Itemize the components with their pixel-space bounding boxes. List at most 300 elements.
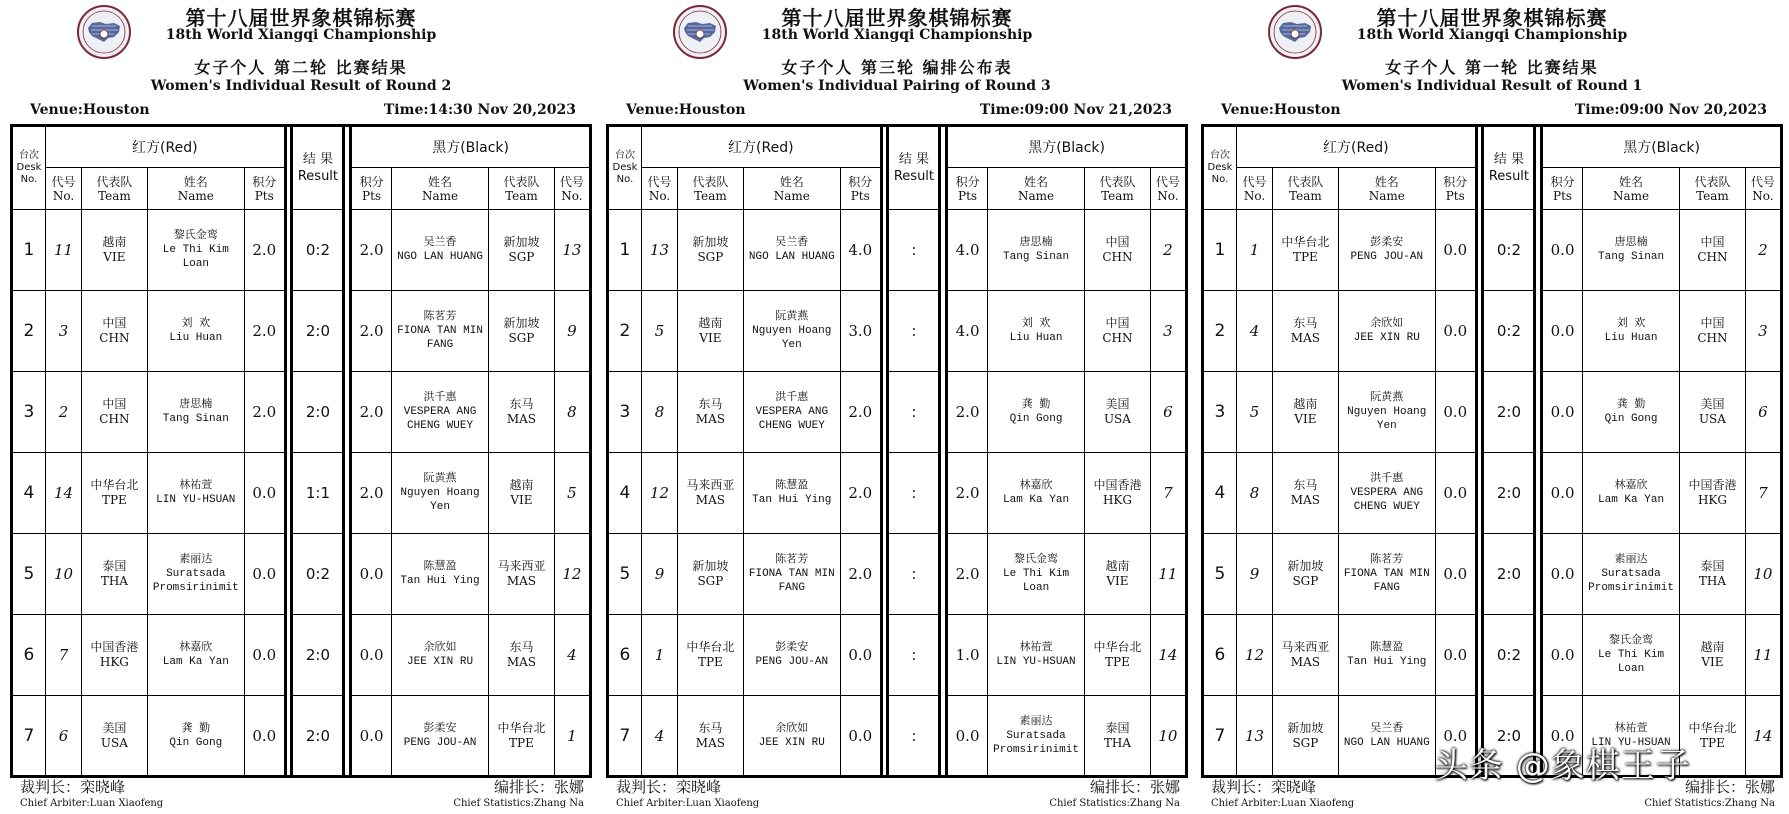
red-pts-header [840,168,881,210]
black-name-en: Tang Sinan [1003,251,1070,263]
black-name-header [1582,168,1679,210]
black-team [489,615,555,696]
result-header-en: Result [1488,169,1530,184]
black-team-en: SGP [508,250,535,264]
gap-cell [1476,372,1483,453]
red-name-cn: 阮黄燕 [1370,392,1404,404]
black-player-no: 11 [1745,615,1781,696]
black-player-no: 14 [1745,696,1781,777]
red-team-cn: 新加坡 [692,235,729,249]
red-team-cn: 越南 [102,235,127,249]
red-team-header-cn: 代表队 [96,174,133,189]
red-player-no: 12 [641,453,677,534]
red-name-en: PENG JOU-AN [1350,251,1424,263]
red-points: 0.0 [244,696,285,777]
red-points: 0.0 [1435,210,1476,291]
black-pts-header [947,168,988,210]
red-team-cn: 东马 [1293,316,1318,330]
gap-cell [344,453,351,534]
gap-cell [344,696,351,777]
black-name-cn: 刘 欢 [1021,318,1051,330]
gap-cell [881,372,888,453]
red-points: 2.0 [840,534,881,615]
watermark-text: 头条 @象棋王子 [1434,746,1691,786]
red-player-no: 4 [641,696,677,777]
chief-arbiter-cn: 裁判长：栾晓峰 [20,778,126,796]
black-name-en: LIN YU-HSUAN [1591,736,1671,749]
gap-cell [1476,210,1483,291]
black-player-no: 2 [1150,210,1186,291]
red-name-cn: 彭柔安 [1370,237,1404,249]
red-name-en: NGO LAN HUANG [1343,736,1430,749]
gap-cell [1476,453,1483,534]
black-points: 0.0 [1542,615,1583,696]
gap-cell [881,453,888,534]
gap-cell [881,615,888,696]
table-row [12,453,591,534]
chief-arbiter-en: Chief Arbiter:Luan Xiaofeng [616,798,760,809]
red-name-en: Qin Gong [169,736,223,749]
red-team-en: VIE [699,331,722,345]
red-name-en: LIN YU-HSUAN [156,494,236,506]
black-points: 0.0 [947,696,988,777]
red-pts-header-en: Pts [1445,188,1465,203]
red-team-en: MAS [695,412,725,426]
game-result: 2:0 [1483,453,1535,534]
black-team-cn: 马来西亚 [497,559,546,573]
black-name-en: Lam Ka Yan [1003,494,1070,506]
red-points: 2.0 [840,453,881,534]
black-player-no: 13 [554,210,590,291]
red-player-name [1338,291,1435,372]
black-points: 2.0 [947,372,988,453]
red-team [678,210,744,291]
red-player-name [147,291,244,372]
black-player-no: 11 [1150,534,1186,615]
black-team [1085,291,1151,372]
black-team [1085,372,1151,453]
black-name-cn: 黎氏金鸾 [1014,554,1059,566]
pairing-table [606,124,1188,778]
black-team [1680,372,1746,453]
black-points: 0.0 [1542,291,1583,372]
desk-number: 2 [12,291,46,372]
black-pts-header-cn: 积分 [359,174,384,189]
black-name-en: Liu Huan [1009,332,1063,344]
red-name-en: Le Thi Kim Loan [162,244,229,270]
red-team-en: CHN [99,331,130,345]
gap-cell [1535,210,1542,291]
red-no-header-cn: 代号 [647,174,672,189]
black-team-en: VIE [510,493,533,507]
red-player-name [743,534,840,615]
black-points: 0.0 [1542,210,1583,291]
gap-cell [881,210,888,291]
black-player-name [391,534,488,615]
red-name-cn: 龚 勤 [181,722,211,735]
game-result: : [888,291,940,372]
black-player-name [391,615,488,696]
black-player-name [987,372,1084,453]
black-header: 黑方(Black) [1542,126,1782,168]
red-player-no: 8 [1236,453,1272,534]
black-team-en: THA [1698,574,1727,588]
red-name-en: NGO LAN HUANG [748,251,835,263]
table-row [608,696,1187,777]
desk-header [1203,126,1237,210]
gap-cell [285,453,292,534]
pairing-table [10,124,592,778]
red-team-cn: 泰国 [102,559,127,573]
black-team [1680,210,1746,291]
black-name-en: Le Thi Kim Loan [1598,649,1665,675]
red-team [678,534,744,615]
red-team [1273,696,1339,777]
red-team-en: SGP [1292,574,1319,588]
red-name-cn: 素丽达 [179,554,213,566]
red-name-en: Liu Huan [169,332,223,344]
desk-header-cn: 台次 [614,150,635,161]
desk-number: 3 [12,372,46,453]
black-no-header-cn: 代号 [559,174,584,189]
red-points: 2.0 [244,210,285,291]
black-player-no: 9 [554,291,590,372]
subtitle-en: Women's Individual Result of Round 1 [1341,78,1643,94]
red-player-name [743,615,840,696]
red-name-en: VESPERA ANG CHENG WUEY [755,406,829,432]
black-team [1680,534,1746,615]
title-cn: 第十八届世界象棋锦标赛 [185,6,417,30]
red-player-no: 14 [45,453,81,534]
gap-cell [1535,291,1542,372]
red-points: 0.0 [1435,534,1476,615]
black-player-no: 10 [1745,534,1781,615]
black-team-cn: 中国香港 [1093,478,1142,492]
black-player-name [391,372,488,453]
red-team-en: MAS [1290,331,1320,345]
desk-number: 6 [12,615,46,696]
black-name-cn: 龚 勤 [1021,399,1051,411]
red-name-en: Nguyen Hoang Yen [752,325,832,351]
black-points: 0.0 [351,696,392,777]
gap-cell [285,615,292,696]
red-name-en: FIONA TAN MIN FANG [1343,568,1430,594]
black-points: 4.0 [947,291,988,372]
red-no-header-en: No. [52,188,75,203]
black-header: 黑方(Black) [351,126,591,168]
red-team-cn: 中国香港 [90,640,139,654]
gap-cell [940,372,947,453]
table-row [12,210,591,291]
desk-header [608,126,642,210]
gap-cell [1476,126,1483,210]
table-row [1203,615,1782,696]
black-points: 2.0 [947,534,988,615]
table-row [12,696,591,777]
black-team-header-en: Team [1696,188,1729,203]
black-team-header-cn: 代表队 [503,174,540,189]
black-player-no: 5 [554,453,590,534]
black-pts-header-cn: 积分 [955,174,980,189]
red-player-no: 1 [641,615,677,696]
red-team-en: TPE [101,493,127,507]
gap-cell [881,291,888,372]
red-team-cn: 越南 [1293,397,1318,411]
red-name-cn: 唐思楠 [179,399,213,411]
black-name-en: FIONA TAN MIN FANG [397,325,483,351]
desk-number: 7 [12,696,46,777]
red-team-en: MAS [695,735,725,750]
desk-number: 3 [608,372,642,453]
red-team-cn: 新加坡 [692,559,729,573]
red-name-en: Nguyen Hoang Yen [1347,406,1427,432]
black-name-cn: 林嘉欣 [1614,480,1648,492]
gap-cell [881,696,888,777]
desk-number: 2 [1203,291,1237,372]
venue-label: Venue:Houston [626,102,746,118]
result-header-cn: 结 果 [1493,152,1524,167]
red-name-en: JEE XIN RU [758,736,825,749]
red-team-en: MAS [1290,655,1320,669]
game-result: : [888,453,940,534]
black-player-no: 7 [1745,453,1781,534]
title-en: 18th World Xiangqi Championship [165,27,437,43]
black-points: 4.0 [947,210,988,291]
desk-number: 1 [608,210,642,291]
red-team-cn: 东马 [698,397,723,411]
red-no-header-cn: 代号 [1242,174,1267,189]
black-team-header-cn: 代表队 [1099,174,1136,189]
desk-header-no: No. [616,174,634,185]
red-team [82,372,148,453]
black-team-en: MAS [506,574,537,588]
red-name-cn: 余欣如 [1370,318,1404,330]
black-no-header [1745,168,1781,210]
black-team-en: MAS [506,412,537,426]
red-player-name [1338,696,1435,777]
black-name-en: Suratsada Promsirinimit [993,729,1079,756]
red-team-cn: 马来西亚 [1281,640,1330,654]
red-points: 3.0 [840,291,881,372]
table-row [608,372,1187,453]
red-name-en: FIONA TAN MIN FANG [748,568,835,594]
red-team-header [82,168,148,210]
black-team [1085,453,1151,534]
chief-arbiter-en: Chief Arbiter:Luan Xiaofeng [1211,798,1355,809]
desk-number: 6 [608,615,642,696]
gap-cell [940,534,947,615]
chief-arbiter-cn: 裁判长：栾晓峰 [616,778,722,796]
gap-cell [344,372,351,453]
red-player-no: 5 [1236,372,1272,453]
game-result: : [888,372,940,453]
sheet-header [8,0,594,122]
black-player-no: 14 [1150,615,1186,696]
red-name-header-en: Name [773,188,810,203]
sheet-header [1199,0,1785,122]
black-team-cn: 中华台北 [1093,640,1142,654]
red-points: 0.0 [1435,615,1476,696]
desk-header-no: No. [20,174,38,185]
red-team-cn: 东马 [698,720,723,735]
red-team-cn: 马来西亚 [686,478,735,492]
black-player-name [987,291,1084,372]
black-player-no: 1 [554,696,590,777]
red-player-name [1338,453,1435,534]
table-row [1203,210,1782,291]
red-name-cn: 林祐萱 [179,480,213,492]
red-team-en: TPE [697,655,723,669]
gap-cell [285,372,292,453]
red-team-cn: 中国 [102,397,127,411]
red-team-en: VIE [1294,412,1317,426]
gap-cell [940,210,947,291]
gap-cell [1535,372,1542,453]
black-team-cn: 越南 [509,478,534,492]
black-team-cn: 美国 [1700,397,1725,411]
result-header [888,126,940,210]
red-points: 2.0 [244,291,285,372]
black-points: 2.0 [351,210,392,291]
black-name-en: Le Thi Kim Loan [1003,568,1070,594]
black-player-no: 2 [1745,210,1781,291]
red-name-header [147,168,244,210]
red-name-en: JEE XIN RU [1353,332,1420,344]
red-pts-header-cn: 积分 [1443,174,1468,189]
red-team-cn: 中华台北 [1281,235,1330,249]
gap-cell [940,696,947,777]
game-result: 2:0 [1483,534,1535,615]
red-player-no: 2 [45,372,81,453]
chief-statistics-en: Chief Statistics:Zhang Na [453,798,584,809]
black-team [489,291,555,372]
black-player-no: 3 [1745,291,1781,372]
red-player-name [1338,615,1435,696]
red-name-en: Suratsada Promsirinimit [152,568,239,594]
black-team-header-en: Team [505,188,538,203]
red-player-no: 11 [45,210,81,291]
desk-number: 5 [1203,534,1237,615]
black-name-cn: 唐思楠 [1614,237,1648,249]
black-player-name [987,210,1084,291]
table-row [608,453,1187,534]
red-points: 0.0 [1435,453,1476,534]
black-player-name [1582,372,1679,453]
black-points: 2.0 [947,453,988,534]
black-no-header-cn: 代号 [1155,174,1180,189]
black-team-header-cn: 代表队 [1694,174,1731,189]
title-en: 18th World Xiangqi Championship [761,27,1033,43]
red-team-header-en: Team [694,188,727,203]
game-result: 2:0 [1483,372,1535,453]
black-name-header-cn: 姓名 [1024,174,1049,189]
black-name-cn: 洪千惠 [423,392,457,404]
red-name-en: Lam Ka Yan [162,656,229,668]
black-pts-header-cn: 积分 [1550,174,1575,189]
gap-cell [940,453,947,534]
black-player-name [1582,453,1679,534]
game-result: 0:2 [1483,210,1535,291]
black-name-en: Liu Huan [1604,332,1658,344]
red-team-cn: 中国 [102,316,127,330]
red-name-en: PENG JOU-AN [755,656,829,668]
black-player-no: 10 [1150,696,1186,777]
gap-cell [1476,534,1483,615]
black-team-cn: 中华台北 [497,720,546,735]
black-team-cn: 新加坡 [503,235,540,249]
black-points: 0.0 [351,615,392,696]
result-sheet [1199,0,1785,814]
time-label: Time:09:00 Nov 20,2023 [1574,102,1767,118]
black-player-name [391,696,488,777]
gap-cell [1535,453,1542,534]
red-header: 红方(Red) [1236,126,1476,168]
red-pts-header-cn: 积分 [848,174,873,189]
table-row [1203,372,1782,453]
black-name-cn: 林祐萱 [1019,642,1053,654]
gap-cell [344,210,351,291]
red-player-no: 6 [45,696,81,777]
red-pts-header [244,168,285,210]
gap-cell [1535,534,1542,615]
black-team [489,210,555,291]
result-header-cn: 结 果 [302,152,333,167]
desk-number: 7 [1203,696,1237,777]
black-points: 0.0 [351,534,392,615]
black-player-name [391,291,488,372]
black-team-cn: 中国 [1105,235,1130,249]
gap-cell [285,534,292,615]
gap-cell [1476,615,1483,696]
black-team-en: HKG [1102,493,1132,507]
red-team-header [678,168,744,210]
red-team-header-cn: 代表队 [1287,174,1324,189]
red-team-en: SGP [697,250,724,264]
game-result: 1:1 [292,453,344,534]
red-team [678,291,744,372]
black-player-no: 6 [1745,372,1781,453]
red-no-header [1236,168,1272,210]
gap-cell [881,126,888,210]
red-name-cn: 洪千惠 [1370,473,1404,485]
red-name-header [743,168,840,210]
black-header: 黑方(Black) [947,126,1187,168]
black-name-header-cn: 姓名 [428,174,453,189]
red-team [1273,372,1339,453]
red-team [82,453,148,534]
red-name-cn: 陈慧盈 [775,480,809,492]
time-label: Time:14:30 Nov 20,2023 [383,102,576,118]
gap-cell [344,126,351,210]
result-header-cn: 结 果 [898,152,929,167]
gap-cell [1535,126,1542,210]
red-team [82,210,148,291]
red-player-no: 12 [1236,615,1272,696]
venue-label: Venue:Houston [1221,102,1341,118]
red-name-header-en: Name [1368,188,1405,203]
red-name-header-cn: 姓名 [183,174,208,189]
red-pts-header-en: Pts [850,188,870,203]
black-team-en: USA [1103,412,1131,426]
black-player-no: 7 [1150,453,1186,534]
desk-header-en: Desk [612,162,638,173]
black-team [1680,453,1746,534]
red-team-cn: 中华台北 [90,478,139,492]
red-no-header-en: No. [1243,188,1266,203]
black-name-cn: 唐思楠 [1019,237,1053,249]
game-result: : [888,210,940,291]
table-row [12,372,591,453]
